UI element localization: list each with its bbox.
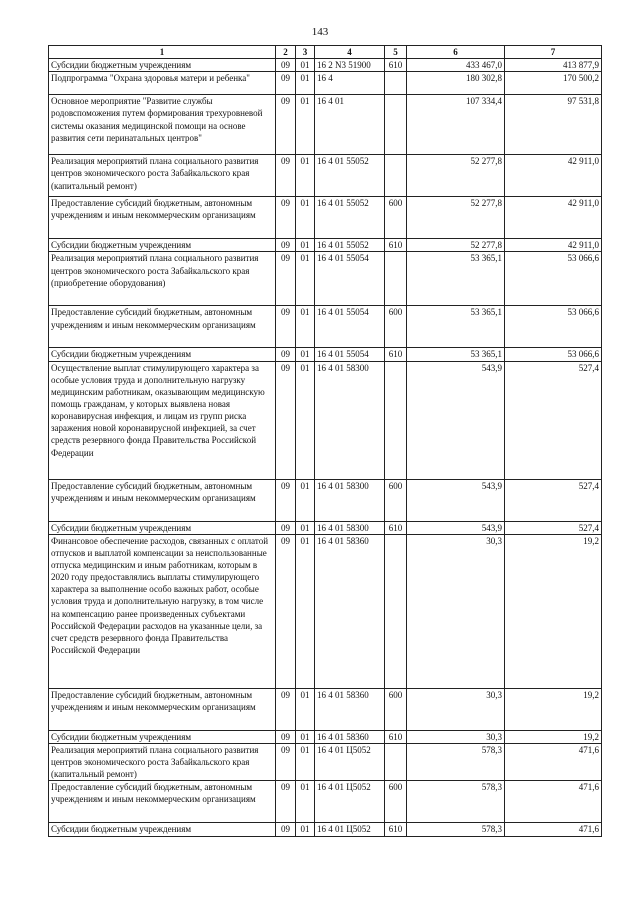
section-cell: 09 xyxy=(276,155,296,197)
section-cell: 09 xyxy=(276,730,296,743)
header-cell: 7 xyxy=(505,46,602,59)
target-article-cell: 16 4 01 Ц5052 xyxy=(315,743,385,780)
amount-cell: 53 365,1 xyxy=(407,348,505,361)
table-row xyxy=(49,197,602,239)
amount-cell: 471,6 xyxy=(505,781,602,823)
amount-cell: 53 365,1 xyxy=(407,252,505,306)
amount-cell: 170 500,2 xyxy=(505,72,602,95)
amount-cell: 42 911,0 xyxy=(505,155,602,197)
expense-name-cell: Предоставление субсидий бюджетным, автономным учреждениям и иным некоммерческим организациям xyxy=(49,306,276,348)
header-cell: 3 xyxy=(296,46,315,59)
amount-cell: 471,6 xyxy=(505,823,602,837)
target-article-cell: 16 4 01 58360 xyxy=(315,688,385,730)
expense-name-cell: Предоставление субсидий бюджетным, автономным учреждениям и иным некоммерческим организациям xyxy=(49,781,276,823)
target-article-cell: 16 4 01 Ц5052 xyxy=(315,823,385,837)
expense-name-cell: Субсидии бюджетным учреждениям xyxy=(49,348,276,361)
table-row xyxy=(49,252,602,306)
expense-name-cell: Реализация мероприятий плана социального развития центров экономического роста Забайкальского края (капитальный ремонт) xyxy=(49,155,276,197)
expense-name-cell: Субсидии бюджетным учреждениям xyxy=(49,730,276,743)
expense-name-cell: Подпрограмма "Охрана здоровья матери и ребенка" xyxy=(49,72,276,95)
expense-type-cell: 610 xyxy=(385,239,407,252)
expense-name-cell: Субсидии бюджетным учреждениям xyxy=(49,823,276,837)
amount-cell: 471,6 xyxy=(505,743,602,780)
target-article-cell: 16 4 01 Ц5052 xyxy=(315,781,385,823)
header-cell: 4 xyxy=(315,46,385,59)
amount-cell: 19,2 xyxy=(505,730,602,743)
amount-cell: 578,3 xyxy=(407,781,505,823)
section-cell: 09 xyxy=(276,197,296,239)
expense-type-cell xyxy=(385,534,407,688)
amount-cell: 52 277,8 xyxy=(407,155,505,197)
amount-cell: 527,4 xyxy=(505,361,602,479)
subsection-cell: 01 xyxy=(296,306,315,348)
target-article-cell: 16 4 01 58300 xyxy=(315,361,385,479)
target-article-cell: 16 4 01 55052 xyxy=(315,197,385,239)
expense-type-cell: 610 xyxy=(385,348,407,361)
subsection-cell: 01 xyxy=(296,534,315,688)
amount-cell: 53 066,6 xyxy=(505,306,602,348)
subsection-cell: 01 xyxy=(296,479,315,521)
expense-type-cell xyxy=(385,361,407,479)
target-article-cell: 16 4 01 55054 xyxy=(315,252,385,306)
table-row xyxy=(49,361,602,479)
expense-type-cell: 600 xyxy=(385,688,407,730)
section-cell: 09 xyxy=(276,306,296,348)
expense-type-cell xyxy=(385,72,407,95)
table-row xyxy=(49,688,602,730)
target-article-cell: 16 4 01 58300 xyxy=(315,479,385,521)
target-article-cell: 16 4 01 55052 xyxy=(315,239,385,252)
amount-cell: 52 277,8 xyxy=(407,239,505,252)
amount-cell: 52 277,8 xyxy=(407,197,505,239)
amount-cell: 19,2 xyxy=(505,688,602,730)
expense-type-cell: 600 xyxy=(385,306,407,348)
target-article-cell: 16 4 01 58360 xyxy=(315,534,385,688)
table-row xyxy=(49,823,602,837)
subsection-cell: 01 xyxy=(296,197,315,239)
section-cell: 09 xyxy=(276,252,296,306)
expense-name-cell: Субсидии бюджетным учреждениям xyxy=(49,239,276,252)
section-cell: 09 xyxy=(276,239,296,252)
amount-cell: 413 877,9 xyxy=(505,59,602,72)
expense-name-cell: Предоставление субсидий бюджетным, автономным учреждениям и иным некоммерческим организациям xyxy=(49,479,276,521)
expense-type-cell: 610 xyxy=(385,521,407,534)
section-cell: 09 xyxy=(276,59,296,72)
subsection-cell: 01 xyxy=(296,72,315,95)
expense-name-cell: Реализация мероприятий плана социального развития центров экономического роста Забайкальского края (приобретение оборудования) xyxy=(49,252,276,306)
subsection-cell: 01 xyxy=(296,781,315,823)
page-number: 143 xyxy=(311,26,329,38)
target-article-cell: 16 4 01 58360 xyxy=(315,730,385,743)
expense-name-cell: Основное мероприятие "Развитие службы родовспоможения путем формирования трехуровневой системы оказания медицинской помощи на основе развития сети перинатальных центров" xyxy=(49,95,276,155)
expense-type-cell: 600 xyxy=(385,197,407,239)
amount-cell: 42 911,0 xyxy=(505,197,602,239)
expense-type-cell: 600 xyxy=(385,479,407,521)
target-article-cell: 16 4 01 55052 xyxy=(315,155,385,197)
subsection-cell: 01 xyxy=(296,730,315,743)
header-cell: 5 xyxy=(385,46,407,59)
table-row xyxy=(49,72,602,95)
section-cell: 09 xyxy=(276,361,296,479)
section-cell: 09 xyxy=(276,95,296,155)
header-cell: 2 xyxy=(276,46,296,59)
table-row xyxy=(49,781,602,823)
amount-cell: 42 911,0 xyxy=(505,239,602,252)
table-row xyxy=(49,743,602,780)
expense-type-cell xyxy=(385,743,407,780)
expense-type-cell: 610 xyxy=(385,730,407,743)
target-article-cell: 16 4 01 55054 xyxy=(315,348,385,361)
target-article-cell: 16 4 01 58300 xyxy=(315,521,385,534)
expense-type-cell: 600 xyxy=(385,781,407,823)
table-row xyxy=(49,521,602,534)
section-cell: 09 xyxy=(276,72,296,95)
subsection-cell: 01 xyxy=(296,743,315,780)
table-row xyxy=(49,95,602,155)
table-row xyxy=(49,59,602,72)
amount-cell: 180 302,8 xyxy=(407,72,505,95)
expense-type-cell xyxy=(385,252,407,306)
table-row xyxy=(49,730,602,743)
subsection-cell: 01 xyxy=(296,823,315,837)
table-row xyxy=(49,155,602,197)
table-row xyxy=(49,479,602,521)
subsection-cell: 01 xyxy=(296,361,315,479)
amount-cell: 107 334,4 xyxy=(407,95,505,155)
subsection-cell: 01 xyxy=(296,348,315,361)
amount-cell: 578,3 xyxy=(407,743,505,780)
subsection-cell: 01 xyxy=(296,59,315,72)
target-article-cell: 16 4 01 55054 xyxy=(315,306,385,348)
expense-type-cell: 610 xyxy=(385,823,407,837)
expense-name-cell: Финансовое обеспечение расходов, связанных с оплатой отпусков и выплатой компенсации за неиспользованные отпуска медицинским и иным работникам, которым в 2020 году предоставлялись выплаты стимулирующего характера за выполнение особо важных работ, особые условия труда и дополнительную нагрузку, в том числе на компенсацию ранее произведенных субъектами Российской Федерации расходов на указанные цели, за счет средств резервного фонда Правительства Российской Федерации xyxy=(49,534,276,688)
expense-name-cell: Реализация мероприятий плана социального развития центров экономического роста Забайкальского края (капитальный ремонт) xyxy=(49,743,276,780)
section-cell: 09 xyxy=(276,781,296,823)
amount-cell: 527,4 xyxy=(505,479,602,521)
section-cell: 09 xyxy=(276,743,296,780)
amount-cell: 527,4 xyxy=(505,521,602,534)
target-article-cell: 16 4 xyxy=(315,72,385,95)
subsection-cell: 01 xyxy=(296,252,315,306)
amount-cell: 30,3 xyxy=(407,688,505,730)
amount-cell: 19,2 xyxy=(505,534,602,688)
expense-name-cell: Предоставление субсидий бюджетным, автономным учреждениям и иным некоммерческим организациям xyxy=(49,197,276,239)
amount-cell: 30,3 xyxy=(407,730,505,743)
table-header-row xyxy=(49,46,602,59)
amount-cell: 53 066,6 xyxy=(505,252,602,306)
section-cell: 09 xyxy=(276,688,296,730)
subsection-cell: 01 xyxy=(296,688,315,730)
expense-type-cell: 610 xyxy=(385,59,407,72)
amount-cell: 433 467,0 xyxy=(407,59,505,72)
section-cell: 09 xyxy=(276,348,296,361)
expense-name-cell: Субсидии бюджетным учреждениям xyxy=(49,59,276,72)
subsection-cell: 01 xyxy=(296,521,315,534)
expense-name-cell: Осуществление выплат стимулирующего характера за особые условия труда и дополнительную нагрузку медицинским работникам, оказывающим медицинскую помощь гражданам, у которых выявлена новая коронавирусная инфекция, и лицам из групп риска заражения новой коронавирусной инфекцией, за счет средств резервного фонда Правительства Российской Федерации xyxy=(49,361,276,479)
subsection-cell: 01 xyxy=(296,95,315,155)
amount-cell: 578,3 xyxy=(407,823,505,837)
amount-cell: 30,3 xyxy=(407,534,505,688)
section-cell: 09 xyxy=(276,534,296,688)
table-row xyxy=(49,534,602,688)
header-cell: 1 xyxy=(49,46,276,59)
amount-cell: 543,9 xyxy=(407,521,505,534)
amount-cell: 97 531,8 xyxy=(505,95,602,155)
header-cell: 6 xyxy=(407,46,505,59)
table-row xyxy=(49,348,602,361)
table-row xyxy=(49,306,602,348)
section-cell: 09 xyxy=(276,823,296,837)
expense-type-cell xyxy=(385,95,407,155)
target-article-cell: 16 4 01 xyxy=(315,95,385,155)
table-body xyxy=(49,59,602,837)
expense-type-cell xyxy=(385,155,407,197)
amount-cell: 53 365,1 xyxy=(407,306,505,348)
subsection-cell: 01 xyxy=(296,239,315,252)
budget-table xyxy=(48,45,602,837)
section-cell: 09 xyxy=(276,521,296,534)
amount-cell: 543,9 xyxy=(407,479,505,521)
amount-cell: 53 066,6 xyxy=(505,348,602,361)
table-row xyxy=(49,239,602,252)
target-article-cell: 16 2 N3 51900 xyxy=(315,59,385,72)
subsection-cell: 01 xyxy=(296,155,315,197)
amount-cell: 543,9 xyxy=(407,361,505,479)
expense-name-cell: Предоставление субсидий бюджетным, автономным учреждениям и иным некоммерческим организациям xyxy=(49,688,276,730)
expense-name-cell: Субсидии бюджетным учреждениям xyxy=(49,521,276,534)
section-cell: 09 xyxy=(276,479,296,521)
